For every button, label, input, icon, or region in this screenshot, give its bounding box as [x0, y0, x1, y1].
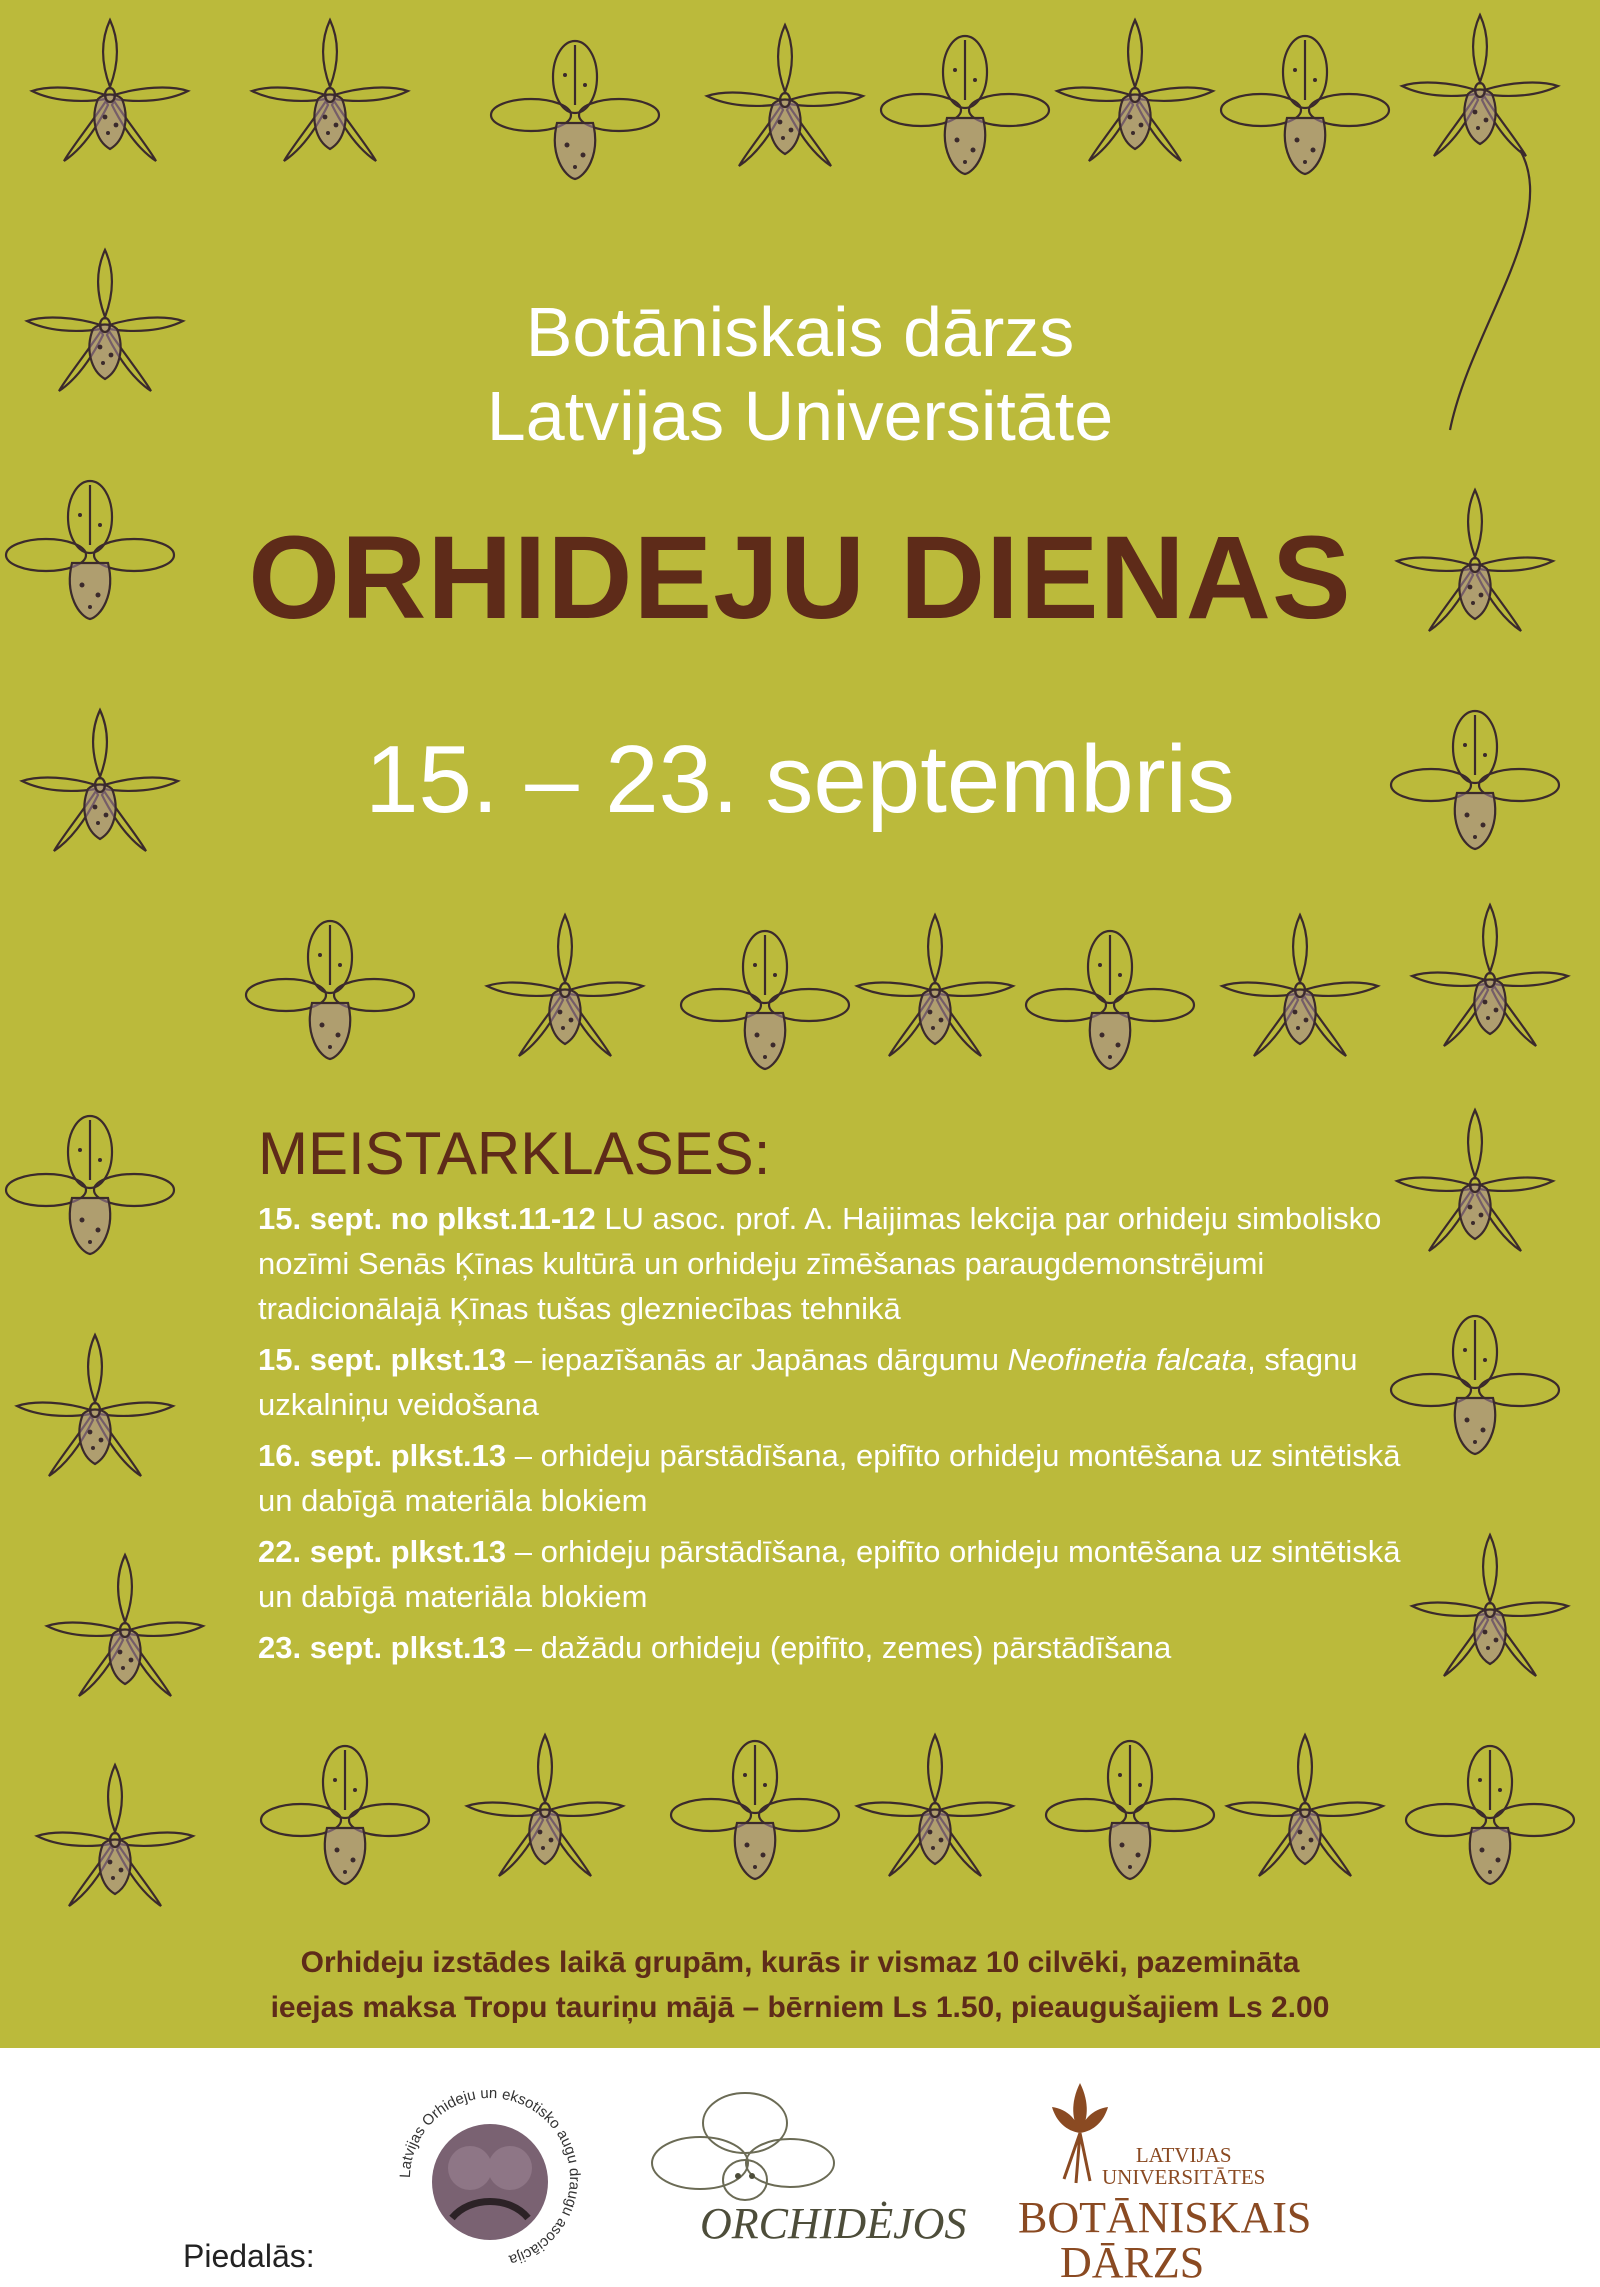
orchid-illustration — [1227, 1735, 1383, 1876]
species-name: Neofinetia falcata — [1007, 1342, 1248, 1377]
masterclasses-section — [258, 1118, 1408, 1676]
orchid-illustration — [47, 1555, 203, 1696]
orchid-illustration — [1402, 15, 1558, 156]
orchid-illustration — [1222, 915, 1378, 1056]
association-logo — [390, 2078, 590, 2278]
orchid-illustration — [1057, 20, 1213, 161]
orchid-illustration — [1026, 931, 1194, 1069]
masterclass-description: – dažādu orhideju (epifīto, zemes) pārstādīšana — [506, 1630, 1172, 1665]
masterclass-description: – iepazīšanās ar Japānas dārgumu — [506, 1342, 1008, 1377]
orchid-illustration — [1412, 905, 1568, 1046]
orchid-illustration — [252, 20, 408, 161]
organizer-line-2: Latvijas Universitāte — [486, 377, 1114, 455]
event-dates: 15. – 23. septembris — [365, 726, 1235, 833]
orchid-illustration — [857, 1735, 1013, 1876]
orchid-illustration — [1221, 36, 1389, 174]
orchid-illustration — [487, 915, 643, 1056]
footer — [0, 2048, 1600, 2287]
association-name: Latvijas Orhideju un eksotisko augu draugu asociācija — [396, 2084, 584, 2269]
orchid-illustration — [857, 915, 1013, 1056]
masterclass-description: , sfagnu uzkalniņu veidošana — [258, 1342, 1358, 1422]
orchid-illustration — [1406, 1746, 1574, 1884]
notice-line-2: ieejas maksa Tropu tauriņu mājā – bērniem Ls 1.50, pieaugušajiem Ls 2.00 — [270, 1991, 1330, 2024]
lu-logo-line: LATVIJAS — [1135, 2143, 1232, 2167]
orchid-illustration — [681, 931, 849, 1069]
orchid-illustration — [881, 36, 1049, 174]
participants-label: Piedalās: — [183, 2238, 315, 2274]
event-title: ORHIDEJU DIENAS — [248, 512, 1352, 644]
orchid-illustration — [1397, 1110, 1553, 1251]
masterclass-time: 16. sept. plkst.13 — [258, 1438, 507, 1473]
masterclass-time: 15. sept. no plkst.11-12 — [258, 1201, 596, 1236]
masterclasses-heading: MEISTARKLASES: — [258, 1120, 771, 1187]
orchid-illustration — [261, 1746, 429, 1884]
orchid-illustration — [17, 1335, 173, 1476]
orchid-illustration — [467, 1735, 623, 1876]
masterclass-item — [258, 1337, 1408, 1427]
masterclass-time: 15. sept. plkst.13 — [258, 1342, 507, 1377]
lu-logo-line: UNIVERSITĀTES — [1102, 2165, 1266, 2189]
orchid-illustration — [671, 1741, 839, 1879]
orchid-illustration — [246, 921, 414, 1059]
organizer-line-1: Botāniskais dārzs — [525, 293, 1075, 371]
masterclass-item — [258, 1196, 1408, 1331]
orchid-illustration — [491, 41, 659, 179]
lu-logo-big-text: DĀRZS — [1060, 2238, 1205, 2287]
orchid-illustration — [37, 1765, 193, 1906]
orchid-illustration — [32, 20, 188, 161]
orchid-illustration — [1046, 1741, 1214, 1879]
masterclass-time: 23. sept. plkst.13 — [258, 1630, 507, 1665]
lu-logo-small-text — [1102, 2144, 1265, 2188]
orchidejos-wordmark: ORCHIDĖJOS — [700, 2199, 967, 2248]
masterclass-description: LU asoc. prof. A. Haijimas lekcija par orhideju simbolisko nozīmi Senās Ķīnas kultūrā un orhideju zīmēšanas paraugdemonstrējumi tradicionālajā Ķīnas tušas glezniecības tehnikā — [258, 1201, 1382, 1326]
notice-line-1: Orhideju izstādes laikā grupām, kurās ir vismaz 10 cilvēki, pazemināta — [300, 1946, 1300, 1979]
orchid-illustration — [1412, 1535, 1568, 1676]
masterclass-description: – orhideju pārstādīšana, epifīto orhideju montēšana uz sintētiskā un dabīgā materiāla blokiem — [258, 1438, 1401, 1518]
orchid-illustration — [6, 1116, 174, 1254]
orchid-illustration — [1391, 1316, 1559, 1454]
discount-notice — [0, 1940, 1600, 2030]
masterclass-item — [258, 1433, 1408, 1523]
masterclass-description: – orhideju pārstādīšana, epifīto orhideju montēšana uz sintētiskā un dabīgā materiāla blokiem — [258, 1534, 1401, 1614]
orchid-illustration — [707, 25, 863, 166]
masterclass-item — [258, 1529, 1408, 1619]
lu-logo-big-text: BOTĀNISKAIS — [1018, 2193, 1312, 2242]
masterclass-time: 22. sept. plkst.13 — [258, 1534, 507, 1569]
masterclass-item — [258, 1625, 1408, 1670]
